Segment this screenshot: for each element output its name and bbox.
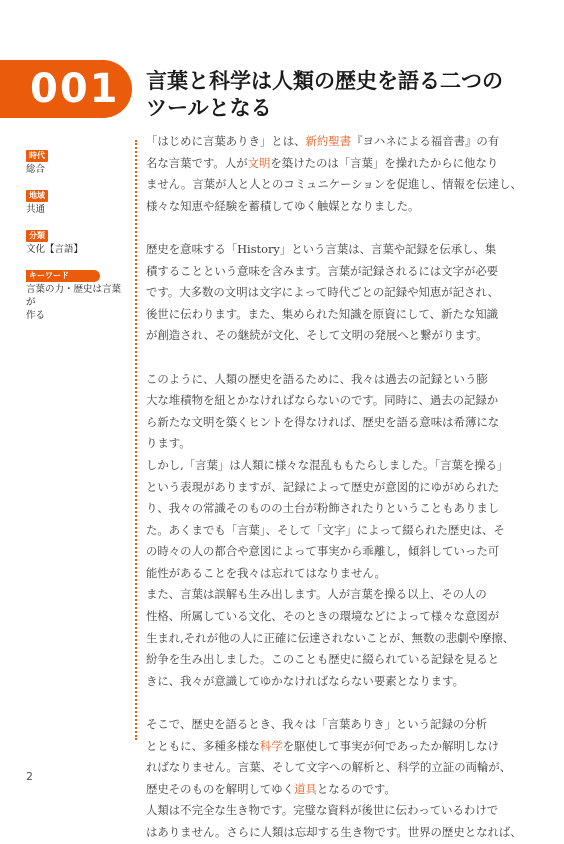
text-span: とともに、多種多様な xyxy=(146,738,260,753)
highlight-term: 道具 xyxy=(294,781,317,796)
chapter-title-line: ツールとなる xyxy=(146,96,272,120)
text-line: が創造され、その継続が文化、そして文明の発展へと繋がります。 xyxy=(146,328,488,343)
text-line: ればなりません。言葉、そして文字への解析と、科学的立証の両輪が、 xyxy=(146,760,512,775)
text-line: という表現がありますが、記録によって歴史が意図的にゆがめられた xyxy=(146,479,500,494)
category-value: 文化【言語】 xyxy=(26,244,84,255)
paragraph xyxy=(146,714,512,800)
era-label: 時代 xyxy=(26,150,48,162)
paragraph xyxy=(146,800,522,843)
paragraph xyxy=(146,455,512,585)
text-line: このように、人類の歴史を語るために、我々は過去の記録という膨 xyxy=(146,371,488,386)
chapter-number: 001 xyxy=(30,66,120,112)
region-label: 地域 xyxy=(26,190,48,202)
highlight-term: 文明 xyxy=(247,155,271,170)
text-line: 紛争を生み出しました。このことも歴史に綴られている記録を見ると xyxy=(146,652,500,667)
text-line: 性格、所属している文化、そのときの環境などによって様々な意図が xyxy=(146,609,500,624)
paragraph xyxy=(146,584,515,692)
text-span: 「はじめに言葉ありき」とは、 xyxy=(146,134,306,148)
text-line: 能性があることを我々は忘れてはなりません。 xyxy=(146,565,386,580)
paragraph xyxy=(146,131,522,217)
text-line: きに、我々が意識してゆかなければならない要素となります。 xyxy=(146,673,465,688)
paragraph xyxy=(146,369,512,455)
text-line: ません。言葉が人と人とのコミュニケーションを促進し、情報を伝達し、 xyxy=(146,177,522,192)
text-line: 様々な知恵や経験を蓄積してゆく触媒となりました。 xyxy=(146,198,420,213)
text-line: 歴史を意味する「History」という言葉は、言葉や記録を伝承し、集 xyxy=(146,241,497,256)
text-line: 後世に伝わります。また、集められた知識を原資にして、新たな知識 xyxy=(146,306,498,321)
text-line: 積することという意味を含みます。言葉が記録されるには文字が必要 xyxy=(146,263,499,278)
chapter-number-tab xyxy=(0,60,132,118)
text-line: 大な堆積物を紐とかなければならないのです。同時に、過去の記録か xyxy=(146,393,499,408)
text-line: 人類は不完全な生き物です。完璧な資料が後世に伝わっているわけで xyxy=(146,803,499,818)
meta-sidebar xyxy=(26,143,126,329)
text-line: はありません。さらに人類は忘却する生き物です。世界の歴史となれば、 xyxy=(146,825,522,839)
text-line: しかし,「言葉」は人類に様々な混乱ももたらしました。「言葉を操る」 xyxy=(146,457,509,472)
text-line: の時々の人の都合や意図によって事実から乖離し，傾斜していった可 xyxy=(146,544,500,559)
body-text xyxy=(146,131,522,844)
text-line xyxy=(146,779,512,801)
paragraph xyxy=(146,239,512,347)
text-line: また、言葉は誤解も生み出します。人が言葉を操る以上、その人の xyxy=(146,587,487,602)
text-span: となるのです。 xyxy=(316,781,396,796)
text-line xyxy=(146,131,512,153)
text-line xyxy=(146,153,512,175)
highlight-term: 科学 xyxy=(259,738,283,753)
text-line: 生まれ,それが他の人に正確に伝達されないことが、無数の悲劇や摩擦、 xyxy=(146,630,515,645)
keyword-line: 作る xyxy=(26,310,46,321)
text-line: ります。 xyxy=(146,436,191,451)
category-label: 分類 xyxy=(26,230,48,242)
text-line: ら新たな文明を築くヒントを得なければ、歴史を語る意味は希薄にな xyxy=(146,414,500,429)
text-line: た。あくまでも「言葉」、そして「文字」によって綴られた歴史は、そ xyxy=(146,522,505,537)
text-line: り、我々の常識そのものの土台が粉飾されたりということもありまし xyxy=(146,501,500,516)
text-span: 『ヨハネによる福音書』の有 xyxy=(351,134,500,148)
text-line: です。大多数の文明は文字によって時代ごとの記録や知恵が記され、 xyxy=(146,285,499,300)
text-span: 名な言葉です。人が xyxy=(146,155,248,170)
keyword-label: キーワード xyxy=(26,270,100,282)
text-span: を駆使して事実が何であったか解明しなけ xyxy=(282,738,500,753)
text-span: 歴史そのものを解明してゆく xyxy=(146,781,295,796)
highlight-term: 新約聖書 xyxy=(305,134,352,148)
page-number: 2 xyxy=(26,770,33,783)
chapter-title xyxy=(146,68,503,122)
era-value: 総合 xyxy=(26,164,46,175)
chapter-title-line: 言葉と科学は人類の歴史を語る二つの xyxy=(146,69,503,93)
dotted-divider xyxy=(135,140,137,740)
text-line: そこで、歴史を語るとき、我々は「言葉ありき」という記録の分析 xyxy=(146,717,488,732)
keyword-value xyxy=(26,283,126,322)
text-span: を築けたのは「言葉」を操れたからに他なり xyxy=(270,155,499,170)
keyword-line: 言葉の力・歴史は言葉が xyxy=(26,284,122,308)
region-value: 共通 xyxy=(26,204,46,215)
text-line xyxy=(146,736,512,758)
